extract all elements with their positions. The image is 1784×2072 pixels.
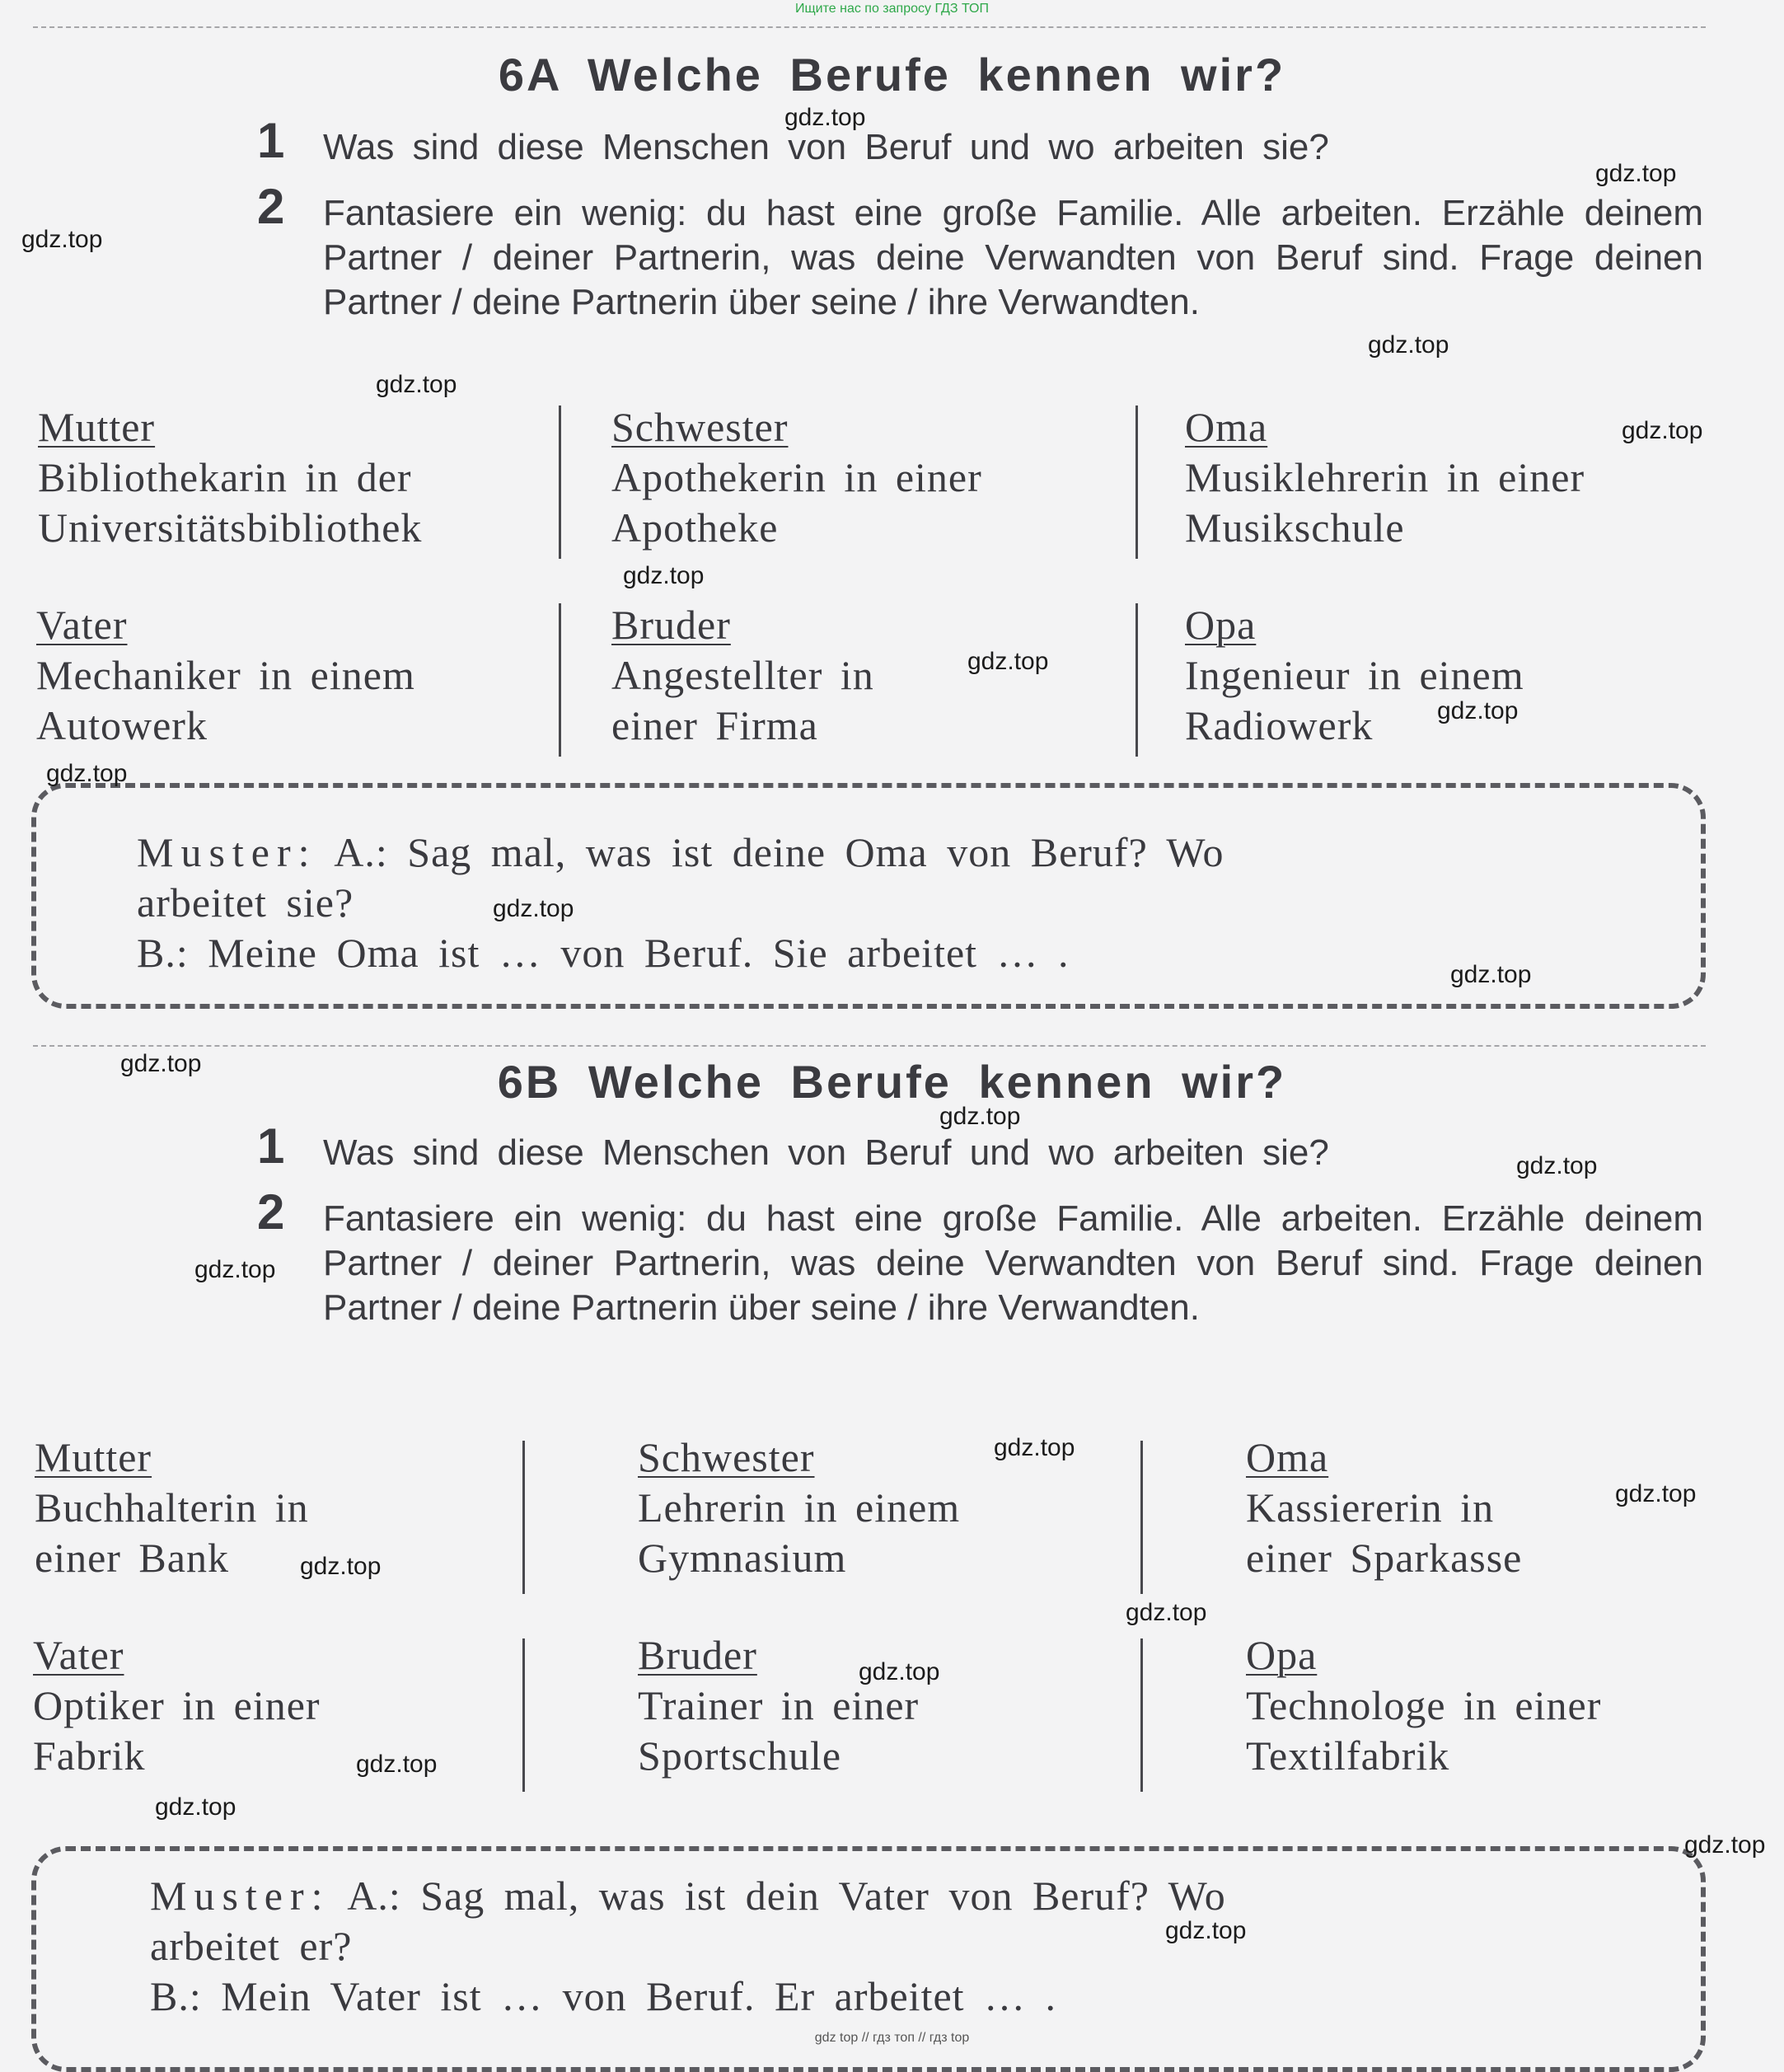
watermark: gdz.top: [1450, 961, 1532, 988]
relative-cell: [611, 402, 982, 553]
relation-label: Bruder: [611, 602, 731, 648]
relative-cell: [638, 1630, 919, 1781]
job-line: Fabrik: [33, 1732, 146, 1779]
task-2-text: Fantasiere ein wenig: du hast eine große Familie. Alle arbeiten. Erzähle deinem Partner / deiner Partnerin, was deine Verwandten von Beruf sind. Frage deinen Partner / deine Partnerin über seine / ihre Verwandten.: [323, 1198, 1703, 1328]
watermark: gdz.top: [1684, 1831, 1766, 1859]
task-1-text: Was sind diese Menschen von Beruf und wo arbeiten sie?: [323, 1132, 1329, 1173]
relation-label: Opa: [1246, 1632, 1318, 1678]
column-separator: [1140, 1441, 1143, 1594]
watermark: gdz.top: [21, 226, 103, 253]
task-number-1: 1: [257, 113, 285, 168]
column-separator: [522, 1638, 525, 1792]
job-line: Sportschule: [638, 1732, 842, 1779]
relation-label: Mutter: [35, 1434, 152, 1480]
watermark: gdz.top: [1437, 697, 1519, 724]
watermark: gdz.top: [1622, 417, 1703, 444]
task-number-2: 2: [257, 1184, 285, 1240]
task-2-text: Fantasiere ein wenig: du hast eine große Familie. Alle arbeiten. Erzähle deinem Partner / deiner Partnerin, was deine Verwandten von Beruf sind. Frage deinen Partner / deine Partnerin über seine / ihre Verwandten.: [323, 193, 1703, 322]
task-number-1: 1: [257, 1118, 285, 1174]
relation-label: Opa: [1185, 602, 1257, 648]
relative-cell: [1246, 1432, 1522, 1583]
relation-label: Schwester: [638, 1434, 815, 1480]
task-number-2: 2: [257, 179, 285, 234]
relation-label: Bruder: [638, 1632, 757, 1678]
watermark: gdz.top: [493, 895, 574, 922]
watermark: gdz.top: [1595, 160, 1677, 187]
job-line: Autowerk: [36, 702, 208, 748]
watermark: gdz.top: [623, 562, 705, 589]
job-line: Apotheke: [611, 504, 779, 551]
example-label: Muster:: [137, 829, 317, 875]
watermark: gdz.top: [1615, 1480, 1697, 1507]
watermark: gdz.top: [784, 104, 866, 131]
relative-cell: [1185, 402, 1585, 553]
job-line: Musiklehrerin in einer: [1185, 454, 1585, 500]
example-line: A.: Sag mal, was ist dein Vater von Beruf? Wo: [347, 1873, 1226, 1919]
job-line: Gymnasium: [638, 1535, 847, 1581]
watermark: gdz.top: [194, 1256, 276, 1283]
relation-label: Oma: [1246, 1434, 1329, 1480]
job-line: Radiowerk: [1185, 702, 1374, 748]
watermark: gdz.top: [120, 1050, 202, 1077]
job-line: Textilfabrik: [1246, 1732, 1450, 1779]
job-line: Lehrerin in einem: [638, 1484, 961, 1531]
watermark: gdz.top: [1368, 331, 1449, 359]
example-text: [137, 827, 1224, 978]
job-line: Apothekerin in einer: [611, 454, 982, 500]
relative-cell: [611, 600, 874, 751]
relation-label: Oma: [1185, 404, 1268, 450]
relation-label: Schwester: [611, 404, 789, 450]
footer-note: gdz top // гдз топ // гдз top: [814, 2031, 970, 2045]
job-line: Mechaniker in einem: [36, 652, 415, 698]
job-line: Optiker in einer: [33, 1682, 321, 1728]
relative-cell: [35, 1432, 309, 1583]
job-line: Trainer in einer: [638, 1682, 920, 1728]
task-1-text: Was sind diese Menschen von Beruf und wo arbeiten sie?: [323, 127, 1329, 167]
relative-cell: [638, 1432, 960, 1583]
example-line: arbeitet er?: [150, 1923, 353, 1969]
job-line: Buchhalterin in: [35, 1484, 309, 1531]
relation-label: Vater: [33, 1632, 124, 1678]
relation-label: Mutter: [38, 404, 156, 450]
column-separator: [559, 603, 561, 757]
divider: [33, 26, 1706, 28]
watermark: gdz.top: [859, 1658, 940, 1685]
column-separator: [1135, 603, 1138, 757]
watermark: gdz.top: [1165, 1917, 1247, 1944]
relation-label: Vater: [36, 602, 128, 648]
job-line: Universitätsbibliothek: [38, 504, 423, 551]
example-text: [150, 1871, 1226, 2022]
watermark: gdz.top: [300, 1553, 382, 1580]
job-line: Angestellter in: [611, 652, 874, 698]
watermark: gdz.top: [1126, 1599, 1207, 1626]
watermark: gdz.top: [155, 1793, 236, 1821]
column-separator: [559, 405, 561, 559]
watermark: gdz.top: [939, 1103, 1021, 1130]
column-separator: [522, 1441, 525, 1594]
relative-cell: [1246, 1630, 1601, 1781]
example-line: arbeitet sie?: [137, 879, 354, 926]
job-line: einer Bank: [35, 1535, 229, 1581]
relative-cell: [36, 600, 415, 751]
watermark: gdz.top: [46, 760, 128, 787]
job-line: einer Sparkasse: [1246, 1535, 1523, 1581]
column-separator: [1140, 1638, 1143, 1792]
relative-cell: [1185, 600, 1524, 751]
example-line: B.: Mein Vater ist … von Beruf. Er arbeitet … .: [150, 1973, 1057, 2019]
watermark: gdz.top: [967, 648, 1049, 675]
watermark: gdz.top: [356, 1751, 438, 1778]
search-hint: Ищите нас по запросу ГДЗ ТОП: [795, 2, 989, 16]
example-line: A.: Sag mal, was ist deine Oma von Beruf? Wo: [334, 829, 1224, 875]
relative-cell: [38, 402, 422, 553]
section-title-6b: 6B Welche Berufe kennen wir?: [497, 1056, 1287, 1108]
section-title-6a: 6A Welche Berufe kennen wir?: [498, 49, 1286, 101]
watermark: gdz.top: [1516, 1152, 1598, 1179]
job-line: Kassiererin in: [1246, 1484, 1495, 1531]
job-line: Technologe in einer: [1246, 1682, 1602, 1728]
job-line: Musikschule: [1185, 504, 1405, 551]
relative-cell: [33, 1630, 321, 1781]
example-line: B.: Meine Oma ist … von Beruf. Sie arbeitet … .: [137, 930, 1070, 976]
job-line: Ingenieur in einem: [1185, 652, 1524, 698]
column-separator: [1135, 405, 1138, 559]
watermark: gdz.top: [994, 1434, 1075, 1461]
job-line: einer Firma: [611, 702, 818, 748]
example-label: Muster:: [150, 1873, 330, 1919]
divider: [33, 1045, 1706, 1047]
watermark: gdz.top: [376, 371, 457, 398]
job-line: Bibliothekarin in der: [38, 454, 412, 500]
